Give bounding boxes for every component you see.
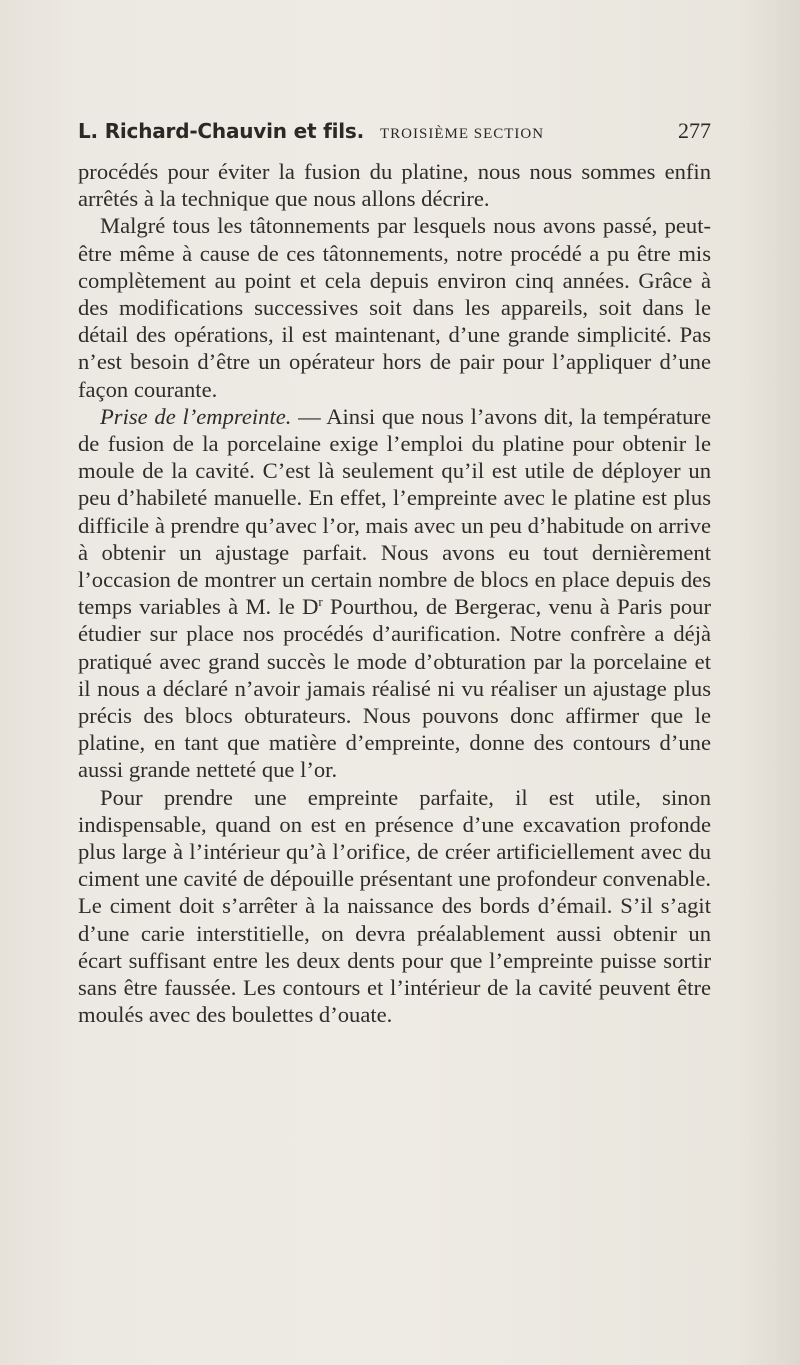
running-head-author: L. Richard-Chauvin et fils. bbox=[78, 119, 364, 143]
page-number: 277 bbox=[678, 118, 711, 143]
paragraph-continuation: procédés pour éviter la fusion du platine, nous nous sommes enfin arrêtés à la technique que nous allons décrire. bbox=[78, 159, 711, 212]
body-text bbox=[78, 158, 711, 1029]
paragraph-impression bbox=[78, 403, 711, 784]
doctor-abbrev-superscript: r bbox=[318, 594, 323, 610]
paragraph-cement-cavity: Pour prendre une empreinte parfaite, il est utile, sinon indispensable, quand on est en présence d’une excavation profonde plus large à l’intérieur qu’à l’orifice, de créer artificiellement avec du ciment une cavité de dépouille présentant une profondeur convenable. Le ciment doit s’arrêter à la naissance des bords d’émail. S’il s’agit d’une carie interstitielle, on devra préalablement aussi obtenir un écart suffisant entre les deux dents pour que l’empreinte puisse sortir sans être faussée. Les contours et l’intérieur de la cavité peuvent être moulés avec des boulettes d’ouate. bbox=[78, 784, 712, 1028]
paragraph-method: Malgré tous les tâtonnements par lesquels nous avons passé, peut-être même à cause de ces tâtonnements, notre procédé a pu être mis complètement au point et cela depuis environ cinq années. Grâce à des modifications successives soit dans les appareils, soit dans le détail des opérations, il est maintenant, d’une grande simplicité. Pas n’est besoin d’être un opérateur hors de pair pour l’appliquer d’une façon courante. bbox=[78, 213, 711, 402]
running-head-section: TROISIÈME SECTION bbox=[379, 126, 545, 142]
running-head bbox=[78, 118, 711, 146]
paragraph-impression-text-part-2: Pourthou, de Bergerac, venu à Paris pour étudier sur place nos procédés d’aurification. Notre confrère a déjà pratiqué avec grand succès le mode d’obturation par la porcelaine et il nous a déclaré n’avoir jamais réalisé ni vu réaliser un ajustage plus précis des blocs obturateurs. Nous pouvons donc affirmer que le platine, en tant que matière d’empreinte, donne des contours d’une aussi grande netteté que l’or. bbox=[78, 594, 711, 783]
paragraph-impression-text-part-1: — Ainsi que nous l’avons dit, la température de fusion de la porcelaine exige l’emploi du platine pour obtenir le moule de la cavité. C’est là seulement qu’il est utile de déployer un peu d’habileté manuelle. En effet, l’empreinte avec le platine est plus difficile à prendre qu’avec l’or, mais avec un peu d’habitude on arrive à obtenir un ajustage parfait. Nous avons eu tout dernièrement l’occasion de montrer un certain nombre de blocs en place depuis des temps variables à M. le D bbox=[78, 403, 711, 620]
section-heading-prise-empreinte: Prise de l’empreinte. bbox=[100, 403, 292, 429]
